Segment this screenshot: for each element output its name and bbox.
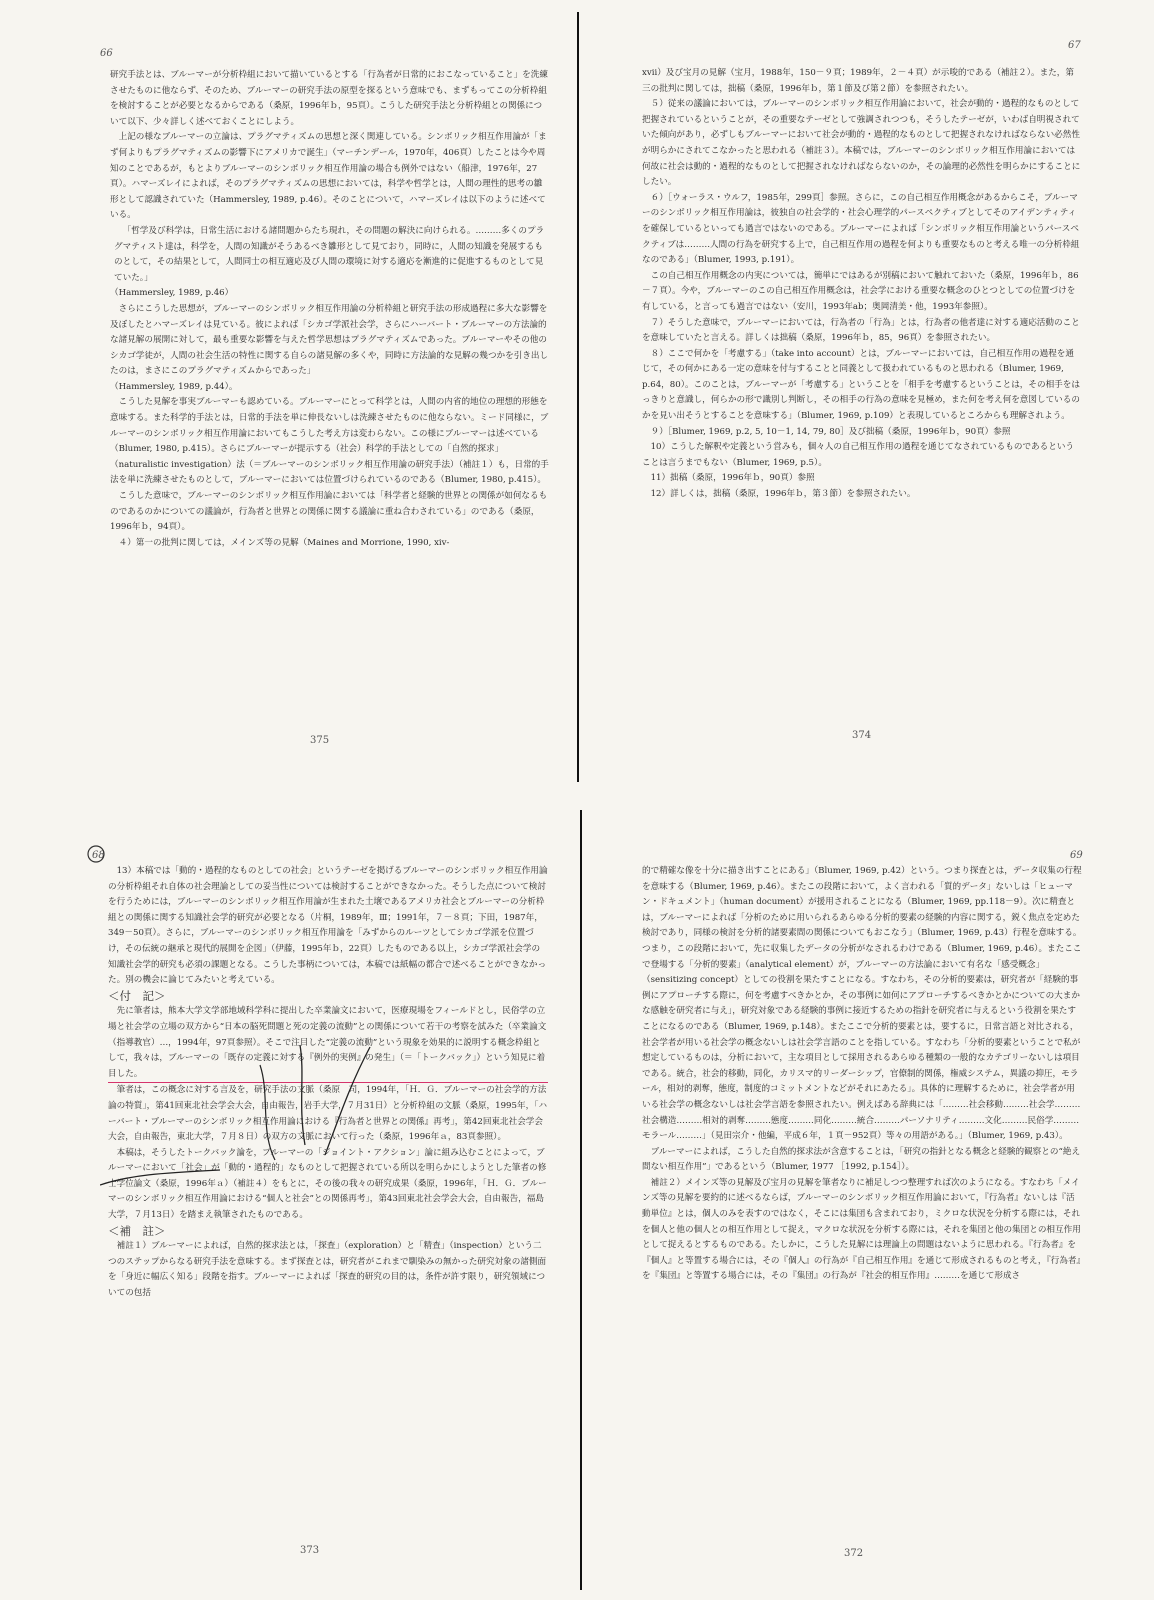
heading-hochu: ＜補 註＞: [108, 1223, 166, 1238]
paragraph-fuki: 本稿は，そうしたトークバック論を，ブルーマーの「ジョイント・アクション」論に組み込むことによって，ブルーマーにおいて「社会」が「動的・過程的」なものとして把握されている所以を明らかにしようとした筆者の修士学位論文（桑原，1996年ａ）（補註４）をもとに，その後の我々の研究成果（桑原，1996年，「Ｈ．Ｇ．ブルーマーのシンボリック相互作用論における“個人と社会”との関係再考」，第43回東北社会学会大会，自由報告，福島大学，７月13日）を踏まえ執筆されたものである。: [108, 1147, 547, 1221]
heading-fuki: ＜付 記＞: [108, 988, 166, 1003]
paragraph: こうした意味で，ブルーマーのシンボリック相互作用論においては「科学者と経験的世界との関係が如何なるものであるのかについての議論が，行為者と世界との関係に関する議論に重ね合わされている」のである（桑原，1996年ｂ，94頁）。: [110, 491, 548, 533]
paragraph: 12）詳しくは，拙稿（桑原，1996年ｂ，第３節）を参照されたい。: [650, 489, 916, 500]
paragraph: この自己相互作用概念の内実については，簡単にではあるが別稿において触れておいた（桑原，1996年ｂ，86－７頁）。今や，ブルーマーのこの自己相互作用概念は，社会学における重要な概念のひとつとしての位置づけを有している，と言っても過言ではない（安川，1993年ab；奥岡清美・他，1993年参照）。: [642, 270, 1079, 312]
paragraph: ４）第一の批判に関しては，メインズ等の見解（Maines and Morrione, 1990, xiv-: [118, 537, 450, 548]
paragraph: 11）拙稿（桑原，1996年ｂ，90頁）参照: [650, 473, 815, 484]
paragraph: 研究手法とは、ブルーマーが分析枠組において描いているとする「行為者が日常的におこなっていること」を洗練させたものに他ならず、そのため、ブルーマーの研究手法の原型を探るという意味でも、まずもってこの分析枠組を検討することが必要となるからである（桑原，1996年ｂ，95頁）。こうした研究手法と分析枠組との関係について以下、少々詳しく述べておくことにしよう。: [110, 70, 548, 127]
paragraph: ８）ここで何かを「考慮する」（take into account）とは，ブルーマーにおいては，自己相互作用の過程を通じて，その何かにある一定の意味を付与することと同義として扱われているものと思われる（Blumer, 1969, p.64，80）。このことは，ブルーマーが「考慮する」ということを「相手を考慮するということは，その相手をはっきりと意識し，何らかの形で識別し判断し，その相手の行為の意味を見極め，また何を考え何を意図しているのかを見い出そうとすることを意味する」（Blumer, 1969, p.109）と表現しているところからも理解されよう。: [642, 348, 1080, 422]
paragraph: ５）従来の議論においては，ブルーマーのシンボリック相互作用論において，社会が動的・過程的なものとして把握されているということが，その重要なテーゼとして強調されつつも，そうしたテーゼが，いわば自明視されていた傾向があり，必ずしもブルーマーにおいて社会が動的・過程的なものとして把握されなければならない必然性が明らかにされてこなかったと思われる（補註３）。本稿では，ブルーマーのシンボリック相互作用論においては何故に社会は動的・過程的なものとして把握されなければならないのか，その論理的必然性を明らかにすることにしたい。: [642, 99, 1081, 188]
paragraph: ７）そうした意味で，ブルーマーにおいては，行為者の「行為」とは，行為者の他者達に対する適応活動のことを意味していたと言える。詳しくは拙稿（桑原，1996年ｂ，85，96頁）を参照されたい。: [642, 317, 1080, 344]
paragraph: 13）本稿では「動的・過程的なものとしての社会」というテーゼを掲げるブルーマーのシンボリック相互作用論の分析枠組それ自体の社会理論としての妥当性については検討することができなかった。そうした点について検討を行うためには，ブルーマーのシンボリック相互作用論が生まれた土壌であるアメリカ社会とブルーマーの分析枠組との関係に関する知識社会学的研究が必要となる（片桐，1989年，Ⅲ；1991年，７－８頁；下田，1987年，349－50頁）。さらに，ブルーマーのシンボリック相互作用論を「みずからのルーツとしてシカゴ学派を位置づけ，その伝統の継承と現代的展開を企図」（伊藤，1995年ｂ，22頁）したものである以上，シカゴ学派社会学の知識社会学的研究も必須の課題となる。こうした事柄については，本稿では紙幅の都合で述べることができなかった。別の機会に論じてみたいと考えている。: [108, 866, 548, 986]
paragraph: ９）［Blumer, 1969, p.2, 5, 10－1, 14, 79, 80］及び拙稿（桑原，1996年ｂ，90頁）参照: [650, 426, 1011, 437]
paragraph: さらにこうした思想が，ブルーマーのシンボリック相互作用論の分析枠組と研究手法の形成過程に多大な影響を及ぼしたとハマーズレイは見ている。彼によれば「シカゴ学派社会学，さらにハーバート・ブルーマーの方法論的な諸見解の展開に対して，最も重要な影響を与えた哲学思想はプラグマティズムであった。ブルーマーやその他のシカゴ学徒が，人間の社会生活の特性に関する自らの諸見解の多くや，同時に方法論的な見解の幾つかを引き出したのは，まさにこのプラグマティズムからであった」: [110, 303, 549, 377]
page-number-footer: 374: [852, 730, 872, 741]
paragraph-fuki: 先に筆者は，熊本大学文学部地域科学科に提出した卒業論文において，医療現場をフィールドとし，民俗学の立場と社会学の立場の双方から“日本の脳死問題と死の定義の流動”との関係について若干の考察を試みた（卒業論文（指導教官）…，1994年，97頁参照）。そこで注目した“定義の流動”という現象を効果的に説明する概念枠組として，我々は，ブルーマーの「既存の定義に対する『例外的実例』の発生」（＝「トークバック」）という知見に着目した。: [108, 1004, 548, 1083]
paragraph: 上記の様なブルーマーの立論は、プラグマティズムの思想と深く関連している。シンボリック相互作用論が「まず何よりもプラグマティズムの影響下にアメリカで誕生」（マーチンデール，1970年，406頁）したことは今や周知のことであるが，もとよりブルーマーのシンボリック相互作用論の場合も例外ではない（船津，1976年，27頁）。ハマーズレイによれば，そのプラグマティズムの思想においては，科学や哲学とは，人間の理性的思考の雛形として認識されていた（Hammersley, 1989, p.46）。そのことについて，ハマーズレイは以下のように述べている。: [110, 132, 547, 221]
paragraph: ６）［ウォーラス・ウルフ，1985年，299頁］参照。さらに，この自己相互作用概念があるからこそ，ブルーマーのシンボリック相互作用論は，彼独自の社会学的・社会心理学的パースペクティブとしてそのアイデンティティを確保しているといっても過言ではないのである。ブルーマーによれば「シンボリック相互作用論というパースペクティブは………人間の行為を研究する上で，自己相互作用の過程を何よりも重要なものと考える唯一の分析枠組なのである」（Blumer, 1993, p.191）。: [642, 192, 1080, 266]
citation: （Hammersley, 1989, p.46）: [110, 288, 234, 299]
paragraph: xvii）及び宝月の見解（宝月，1988年，150－９頁；1989年，２－４頁）が示唆的である（補註２）。また，第三の批判に関しては，拙稿（桑原，1996年ｂ，第１節及び第２節）を参照されたい。: [642, 68, 1074, 94]
page-number-header: 67: [1068, 40, 1081, 51]
page-top-left: [0, 0, 577, 800]
page-body: [642, 864, 1082, 1285]
page-number-header: 69: [1070, 850, 1083, 861]
paragraph-hochu: 補註１）ブルーマーによれば，自然的探求法とは，「探査」（exploration）と「精査」（inspection）という二つのステップからなる研究手法を意味する。まず探査とは，研究者がこれまで馴染みの無かった研究対象の諸側面を「身近に幅広く知る」段階を指す。ブルーマーによれば「探査的研究の目的は，条件が許す限り，研究領域についての包括: [108, 1241, 547, 1299]
page-bottom-left: [0, 800, 578, 1600]
paragraph: 10）こうした解釈や定義という営みも，個々人の自己相互作用の過程を通じてなされているものであるということは言うまでもない（Blumer, 1969, p.5）。: [642, 442, 1075, 468]
paragraph: 補註２）メインズ等の見解及び宝月の見解を筆者なりに補足しつつ整理すれば次のようになる。すなわち「メインズ等の見解を要約的に述べるならば，ブルーマーのシンボリック相互作用論において，『行為者』ないしは『活動単位』とは，個人のみを表すのではなく，そこには集団も含まれており，ミクロな状況を分析する際には，それを個人と他の個人との相互作用として捉え，マクロな状況を分析する際には，それを集団と他の集団との相互作用として捉えるとするものである。たしかに，こうした見解には理論上の問題はないように思われる。『行為者』を『個人』と等置する場合には，その『個人』の行為が『自己相互作用』を通じて形成されるものと考え，『行為者』を『集団』と等置する場合には，その『集団』の行為が『社会的相互作用』………を通じて形成さ: [642, 1177, 1081, 1282]
citation: （Hammersley, 1989, p.44）。: [110, 381, 238, 392]
center-divider-top: [577, 12, 579, 782]
page-bottom-right: [582, 800, 1154, 1600]
page-top-right: [580, 0, 1154, 800]
page-body: [642, 66, 1082, 503]
paragraph-fuki: 筆者は，この概念に対する言及を，研究手法の文脈（桑原 司，1994年，「Ｈ．Ｇ．ブルーマーの社会学的方法論の特質」，第41回東北社会学会大会，自由報告，岩手大学，７月31日）と分析枠組の文脈（桑原，1995年，「ハーバート・ブルーマーのシンボリック相互作用論における『行為者と世界との関係』再考」，第42回東北社会学会大会，自由報告，東北大学，７月８日）の双方の文脈において行った（桑原，1996年ａ，83頁参照）。: [108, 1085, 548, 1143]
page-number-header: 66: [100, 48, 113, 59]
paragraph: こうした見解を事実ブルーマーも認めている。ブルーマーにとって科学とは，人間の内省的地位の理想的形態を意味する。また科学的手法とは，日常的手法を単に伸長ないしは洗練させたものに他ならない。ミード同様に，ブルーマーのシンボリック相互作用論においてもこうした考え方は変わらない。この様にブルーマーは述べている（Blumer, 1980, p.415）。さらにブルーマーが提示する（社会）科学的手法としての「自然的探求」（naturalistic investigation）法（＝ブルーマーのシンボリック相互作用論の研究手法）（補註１）も，日常的手法を単に洗練させたものとして，ブルーマーにおいては位置づけられているのである（Blumer, 1980, p.415）。: [110, 397, 549, 486]
paragraph: 的で精確な像を十分に描き出すことにある」（Blumer, 1969, p.42）という。つまり探査とは，データ収集の行程を意味する（Blumer, 1969, p.46）。またこの段階において，よく言われる「質的データ」ないしは「ヒューマン・ドキュメント」（human document）が援用されることになる（Blumer, 1969, pp.118－9）。次に精査とは，ブルーマーによれば「分析のために用いられるあらゆる分析的要素の経験的内容に関する，鋭く焦点を定めた検討であり，同様の検討を分析的諸要素間の関係についてもおこなう」（Blumer, 1969, p.43）行程を意味する。つまり，この段階において，先に収集したデータの分析がなされるわけである（Blumer, 1969, p.46）。またここで登場する「分析的要素」（analytical element）が，ブルーマーの方法論において有名な「感受概念」（sensitizing concept）としての役割を果たすことになる。すなわち，その分析的要素は，研究者が「経験的事例にアプローチする際に，何を考慮すべきかとか，その事例に如何にアプローチするべきかとかについての大まかな感触を研究者に与え」，研究対象である経験的事例に接近するための指針を研究者に与えるという役割を果たすことになるのである（Blumer, 1969, p.148）。またここで分析的要素とは，要するに，日常言語と対比される，社会学者が用いる社会学の概念ないしは社会学言語のことを指している。すなわち「分析的要素ということで私が想定しているものは，分析において，主な項目として採用されるあらゆる種類の一般的なカテゴリーないしは項目である。統合，社会的移動，同化，カリスマ的リーダーシップ，官僚制的関係，権威システム，異議の抑圧，モラール，相対的剥奪，態度，制度的コミットメントなどがそれにあたる」。具体的に理解するために，社会学者が用いる社会学の概念ないしは社会学言語を参照されたい。例えばある辞典には「………社会移動………社会学………社会構造………相対的剥奪………態度………同化………統合………パーソナリティ………文化………民俗学………モラール………」（見田宗介・他編，平成６年，１頁－952頁）等々の用語がある。」（Blumer, 1969, p.43）。: [642, 866, 1082, 1142]
page-number-header: 68: [92, 850, 105, 861]
page-number-footer: 372: [844, 1548, 864, 1559]
page-number-footer: 373: [300, 1545, 320, 1556]
page-number-footer: 375: [310, 735, 330, 746]
page-body: [108, 864, 548, 1302]
quote-block: 「哲学及び科学は，日常生活における諸問題からたち現れ，その問題の解決に向けられる。………多くのプラグマティスト達は，科学を，人間の知識がそうあるべき雛形として見ており，同時に，人間の知識を発展するものとして，その結果として，人間同士の相互適応及び人間の環境に対する適応を漸進的に促進するものとして見ていた。」: [114, 225, 545, 283]
page-body: [110, 68, 550, 551]
paragraph: ブルーマーによれば，こうした自然的探求法が含意することは，「研究の指針となる概念と経験的観察との“絶え間ない相互作用”」であるという（Blumer, 1977 ［1992, p.154］）。: [642, 1146, 1081, 1173]
